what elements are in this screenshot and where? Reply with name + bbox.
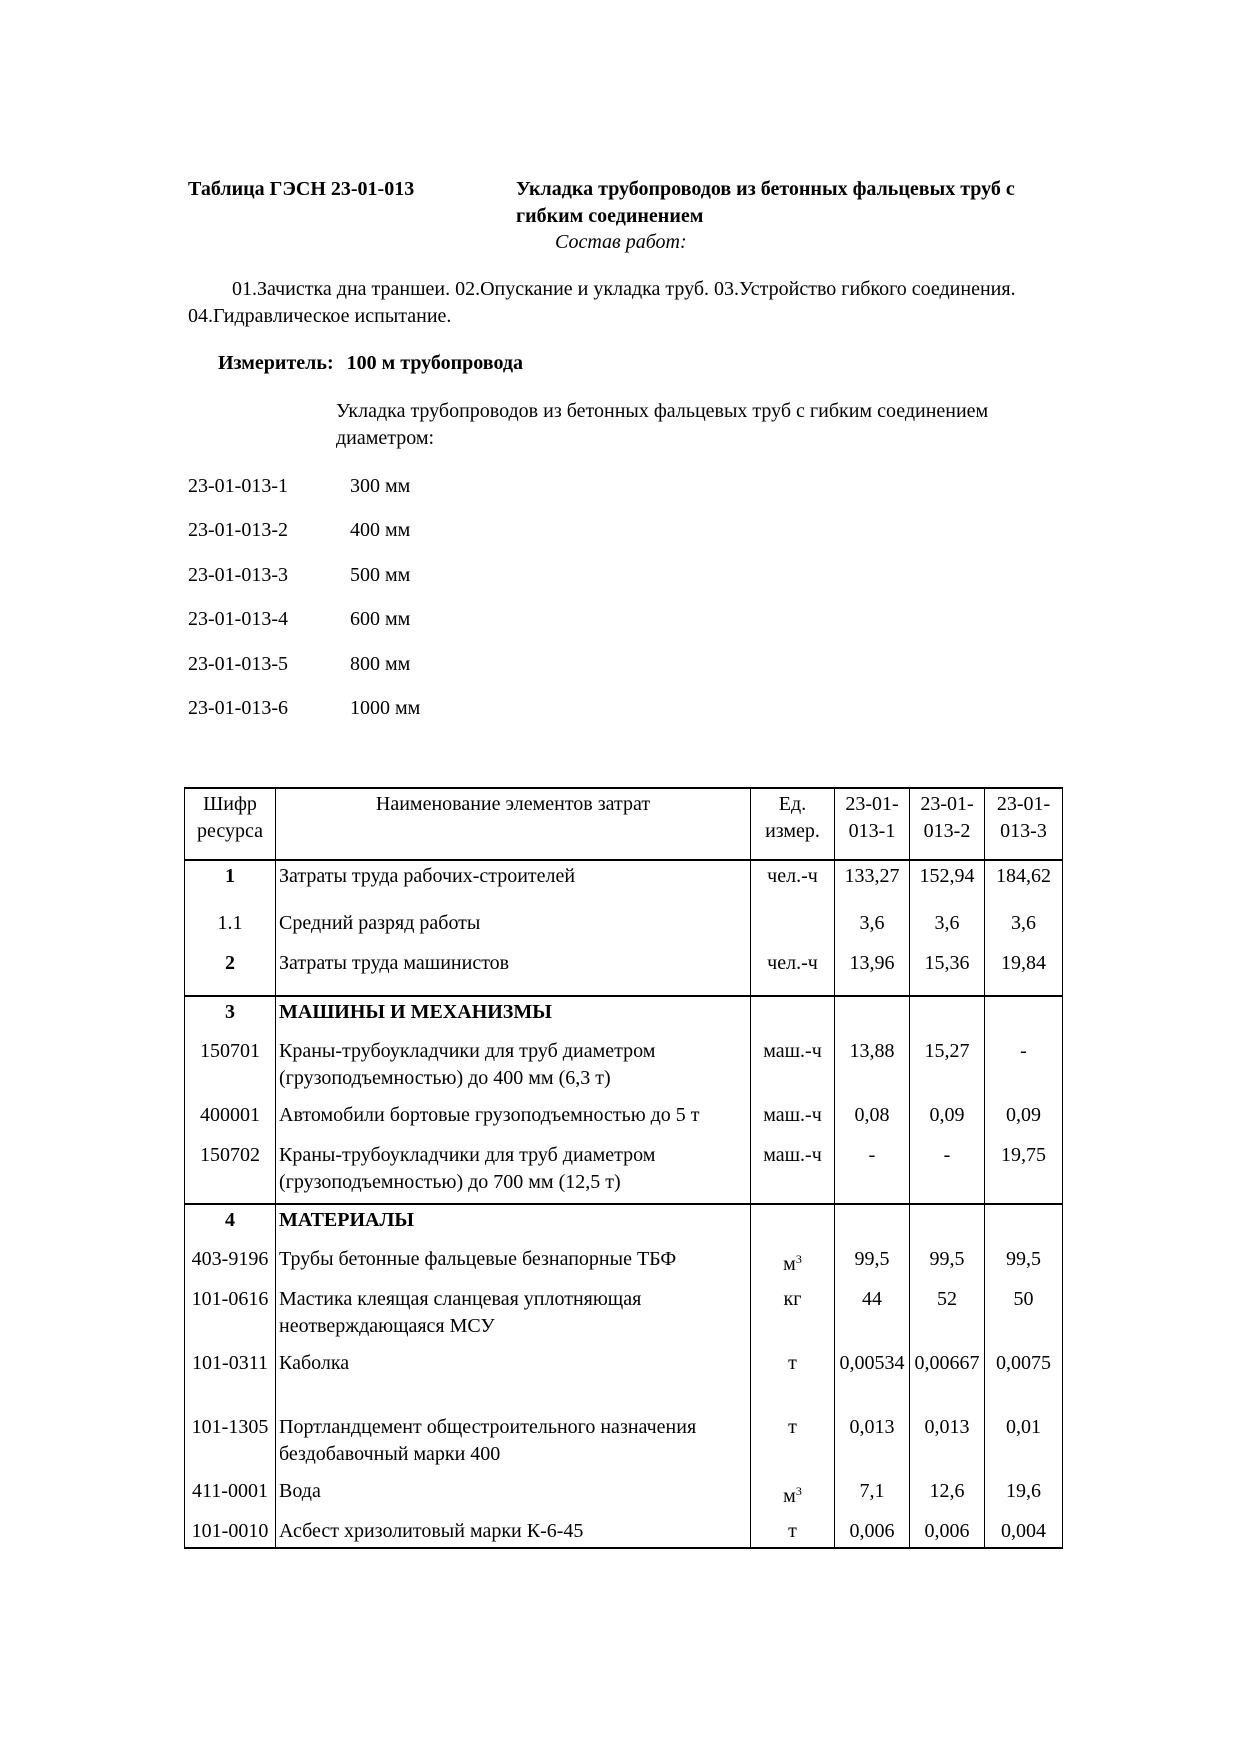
cell-code: 101-0616 [185, 1284, 276, 1348]
cell-value-3: 19,6 [985, 1476, 1063, 1516]
cell-code: 400001 [185, 1100, 276, 1140]
code-list [188, 473, 420, 739]
header-code: Шифр ресурса [185, 788, 276, 860]
cell-unit [751, 1412, 835, 1476]
code-row [188, 562, 420, 606]
cell-name: Краны-трубоукладчики для труб диаметром (грузоподъемностью) до 400 мм (6,3 т) [276, 1036, 751, 1100]
table-row [185, 1516, 1063, 1548]
cell-code: 2 [185, 948, 276, 996]
meter-value: 100 м трубопровода [346, 352, 524, 374]
unit-text: м [783, 1485, 796, 1507]
meter-line [218, 350, 523, 377]
code-id: 23-01-013-6 [188, 696, 288, 719]
cell-value-1: 13,88 [835, 1036, 910, 1100]
cell-value-1: 44 [835, 1284, 910, 1348]
unit-text: т [788, 1520, 797, 1542]
cell-value-2 [910, 1204, 985, 1244]
cell-unit [751, 1036, 835, 1100]
code-id: 23-01-013-1 [188, 475, 288, 497]
cell-unit [751, 1348, 835, 1412]
code-row [188, 517, 420, 561]
cell-value-3 [985, 996, 1063, 1036]
table-row [185, 1140, 1063, 1204]
cell-value-3: 0,01 [985, 1412, 1063, 1476]
cell-value-2: 152,94 [910, 860, 985, 908]
cell-code: 3 [185, 996, 276, 1036]
subtitle: Укладка трубопроводов из бетонных фальцевых труб с гибким соединением диаметром: [336, 400, 989, 449]
cell-value-3: 0,09 [985, 1100, 1063, 1140]
cell-value-2: 15,36 [910, 948, 985, 996]
code-diameter: 600 мм [350, 608, 411, 631]
cell-value-3: 0,004 [985, 1516, 1063, 1548]
cell-name: Мастика клеящая сланцевая уплотняющая неотверждающаяся МСУ [276, 1284, 751, 1348]
works-description: 01.Зачистка дна траншеи. 02.Опускание и укладка труб. 03.Устройство гибкого соединения. 04.Гидравлическое испытание. [188, 278, 1016, 327]
unit-superscript: 3 [795, 1252, 802, 1266]
unit-text: м [783, 1253, 796, 1275]
cell-name: Краны-трубоукладчики для труб диаметром (грузоподъемностью) до 700 мм (12,5 т) [276, 1140, 751, 1204]
table-row [185, 860, 1063, 908]
cell-code: 1 [185, 860, 276, 908]
table-body [185, 860, 1063, 1548]
cell-unit [751, 996, 835, 1036]
cell-value-2 [910, 996, 985, 1036]
cell-value-3: 19,75 [985, 1140, 1063, 1204]
table-row [185, 1036, 1063, 1100]
cell-code: 101-0010 [185, 1516, 276, 1548]
cell-name: МАТЕРИАЛЫ [276, 1204, 751, 1244]
code-diameter: 800 мм [350, 652, 411, 675]
unit-text: маш.-ч [763, 1040, 822, 1062]
cell-code: 4 [185, 1204, 276, 1244]
header-unit: Ед. измер. [751, 788, 835, 860]
cell-value-3: 0,0075 [985, 1348, 1063, 1412]
header-col-2: 23-01-013-2 [910, 788, 985, 860]
table-row [185, 948, 1063, 996]
table-row [185, 908, 1063, 948]
cell-code: 150701 [185, 1036, 276, 1100]
code-row [188, 695, 420, 739]
table-title: Укладка трубопроводов из бетонных фальцевых труб с гибким соединением [516, 178, 1015, 227]
cell-value-2: 52 [910, 1284, 985, 1348]
cell-name: Асбест хризолитовый марки К-6-45 [276, 1516, 751, 1548]
cell-name: Затраты труда рабочих-строителей [276, 860, 751, 908]
cell-unit [751, 860, 835, 908]
cell-name: Трубы бетонные фальцевые безнапорные ТБФ [276, 1244, 751, 1284]
code-row [188, 651, 420, 695]
cell-value-1: 0,013 [835, 1412, 910, 1476]
table-row [185, 1244, 1063, 1284]
header-col-3: 23-01-013-3 [985, 788, 1063, 860]
cell-unit [751, 908, 835, 948]
cell-value-1 [835, 996, 910, 1036]
table-row [185, 1100, 1063, 1140]
cell-value-2: 0,00667 [910, 1348, 985, 1412]
code-row [188, 473, 420, 517]
cell-code: 403-9196 [185, 1244, 276, 1284]
cell-unit [751, 1100, 835, 1140]
cell-code: 150702 [185, 1140, 276, 1204]
table-row [185, 1284, 1063, 1348]
table-header-row [185, 788, 1063, 860]
code-diameter: 300 мм [350, 475, 411, 497]
cell-value-3: 50 [985, 1284, 1063, 1348]
cell-value-1: 0,08 [835, 1100, 910, 1140]
cell-value-3: 184,62 [985, 860, 1063, 908]
cell-name: Каболка [276, 1348, 751, 1412]
cell-unit [751, 948, 835, 996]
cell-name: Автомобили бортовые грузоподъемностью до 5 т [276, 1100, 751, 1140]
cell-value-2: 12,6 [910, 1476, 985, 1516]
cell-value-3 [985, 1204, 1063, 1244]
table-row [185, 1412, 1063, 1476]
cell-name: Портландцемент общестроительного назначения бездобавочный марки 400 [276, 1412, 751, 1476]
cell-value-3: - [985, 1036, 1063, 1100]
code-diameter: 400 мм [350, 519, 411, 542]
cell-value-1: - [835, 1140, 910, 1204]
cell-code: 101-1305 [185, 1412, 276, 1476]
cell-unit [751, 1476, 835, 1516]
cell-value-3: 99,5 [985, 1244, 1063, 1284]
resource-table [184, 787, 1063, 1549]
cell-value-1: 13,96 [835, 948, 910, 996]
header-col-1: 23-01-013-1 [835, 788, 910, 860]
unit-superscript: 3 [795, 1484, 802, 1498]
cell-value-1: 3,6 [835, 908, 910, 948]
code-id: 23-01-013-4 [188, 608, 288, 631]
table-row [185, 1476, 1063, 1516]
cell-value-1: 0,006 [835, 1516, 910, 1548]
cell-value-1 [835, 1204, 910, 1244]
unit-text: маш.-ч [763, 1104, 822, 1126]
unit-text: чел.-ч [767, 952, 818, 974]
unit-text: чел.-ч [767, 865, 818, 887]
code-diameter: 1000 мм [350, 696, 421, 719]
cell-value-2: 3,6 [910, 908, 985, 948]
cell-value-1: 0,00534 [835, 1348, 910, 1412]
code-diameter: 500 мм [350, 563, 411, 586]
cell-unit [751, 1284, 835, 1348]
cell-value-1: 7,1 [835, 1476, 910, 1516]
meter-label: Измеритель: [218, 352, 334, 374]
cell-name: МАШИНЫ И МЕХАНИЗМЫ [276, 996, 751, 1036]
cell-value-2: 0,09 [910, 1100, 985, 1140]
unit-text: т [788, 1352, 797, 1374]
table-code: Таблица ГЭСН 23-01-013 [188, 178, 415, 200]
cell-value-2: 0,013 [910, 1412, 985, 1476]
cell-unit [751, 1140, 835, 1204]
code-id: 23-01-013-2 [188, 519, 288, 542]
cell-value-1: 99,5 [835, 1244, 910, 1284]
unit-text: т [788, 1416, 797, 1438]
cell-value-1: 133,27 [835, 860, 910, 908]
composition-label: Состав работ: [555, 231, 687, 253]
code-id: 23-01-013-5 [188, 652, 288, 675]
table-row [185, 996, 1063, 1036]
table-row [185, 1348, 1063, 1412]
cell-value-3: 19,84 [985, 948, 1063, 996]
cell-name: Средний разряд работы [276, 908, 751, 948]
cell-name: Вода [276, 1476, 751, 1516]
cell-value-3: 3,6 [985, 908, 1063, 948]
cell-value-2: 15,27 [910, 1036, 985, 1100]
cell-code: 1.1 [185, 908, 276, 948]
cell-value-2: 0,006 [910, 1516, 985, 1548]
code-row [188, 606, 420, 650]
cell-value-2: 99,5 [910, 1244, 985, 1284]
unit-text: кг [783, 1288, 802, 1310]
code-id: 23-01-013-3 [188, 563, 288, 586]
cell-value-2: - [910, 1140, 985, 1204]
unit-text: маш.-ч [763, 1144, 822, 1166]
cell-unit [751, 1204, 835, 1244]
table-row [185, 1204, 1063, 1244]
cell-unit [751, 1516, 835, 1548]
cell-code: 411-0001 [185, 1476, 276, 1516]
cell-unit [751, 1244, 835, 1284]
header-name: Наименование элементов затрат [276, 788, 751, 860]
cell-name: Затраты труда машинистов [276, 948, 751, 996]
cell-code: 101-0311 [185, 1348, 276, 1412]
